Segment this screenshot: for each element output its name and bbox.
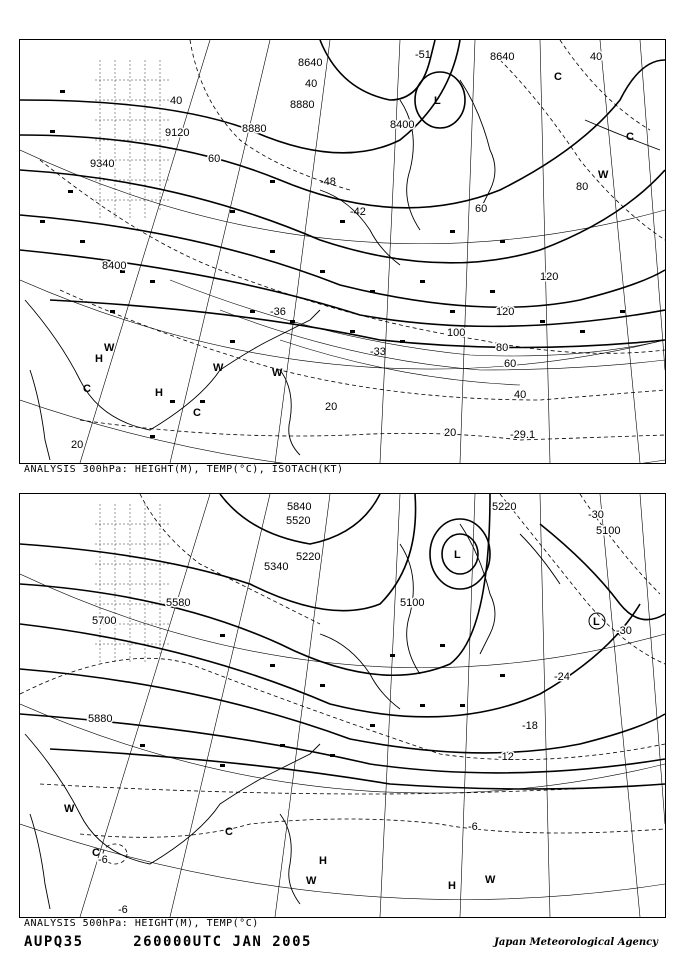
isotach-label: 40: [305, 78, 318, 90]
center-label: H: [319, 855, 327, 867]
chart-datetime: 260000UTC JAN 2005: [133, 934, 312, 950]
isotach-label: 60: [475, 203, 488, 215]
temp-label: -29.1: [510, 429, 536, 441]
chart-id-footer: [24, 934, 312, 950]
height-label: 9120: [165, 127, 190, 139]
plateau-hatch: [95, 504, 170, 664]
isotach-label: 40: [170, 95, 183, 107]
height-label: 8640: [490, 51, 515, 63]
height-label: 5100: [400, 597, 425, 609]
height-label: 5840: [287, 501, 312, 513]
agency-name: Japan Meteorological Agency: [494, 937, 658, 948]
center-label: L: [593, 616, 600, 628]
temp-label: -51: [415, 49, 431, 61]
temp-label: -42: [350, 206, 366, 218]
center-label: W: [306, 875, 317, 887]
map-300hpa: [20, 40, 665, 463]
center-label: C: [225, 826, 233, 838]
temp-label: -30: [616, 625, 632, 637]
temp-label: -6: [118, 904, 128, 916]
center-label: W: [104, 342, 115, 354]
center-label: H: [155, 387, 163, 399]
center-label: W: [272, 367, 283, 379]
chart-500hpa: [19, 493, 666, 918]
height-label: 5520: [286, 515, 311, 527]
isotach-label: 60: [208, 153, 221, 165]
plateau-hatch: [95, 60, 170, 220]
center-label: C: [92, 847, 100, 859]
height-label: 5220: [296, 551, 321, 563]
isotach-label: 100: [447, 327, 466, 339]
height-label: 5700: [92, 615, 117, 627]
isotach-label: 80: [496, 342, 509, 354]
chart-code: AUPQ35: [24, 934, 84, 950]
height-label: 5580: [166, 597, 191, 609]
chart-300hpa: [19, 39, 666, 464]
temp-label: -18: [522, 720, 538, 732]
center-label: W: [485, 874, 496, 886]
isotach-label: 120: [540, 271, 559, 283]
isotach-label: 20: [444, 427, 457, 439]
temp-label: -24: [554, 671, 570, 683]
height-contours: [20, 494, 665, 789]
center-label: C: [83, 383, 91, 395]
center-label: H: [448, 880, 456, 892]
center-label: L: [434, 95, 441, 107]
isotach-label: 60: [504, 358, 517, 370]
height-label: 8400: [102, 260, 127, 272]
height-label: 8640: [298, 57, 323, 69]
temp-label: -6: [98, 854, 108, 866]
temp-label: -30: [588, 509, 604, 521]
height-contours: [20, 40, 665, 348]
station-barbs: [140, 604, 505, 767]
isotach-label: 40: [514, 389, 527, 401]
isotach-label: 20: [325, 401, 338, 413]
temp-contours: [40, 40, 665, 440]
isotach-label: 120: [496, 306, 515, 318]
center-label: C: [554, 71, 562, 83]
isotach-label: 80: [576, 181, 589, 193]
height-label: 8880: [290, 99, 315, 111]
caption-500hpa: ANALYSIS 500hPa: HEIGHT(M), TEMP(°C): [24, 918, 259, 929]
temp-label: -48: [320, 176, 336, 188]
center-label: W: [598, 169, 609, 181]
center-label: W: [64, 803, 75, 815]
graticule: [20, 494, 665, 917]
height-label: 8400: [390, 119, 415, 131]
center-label: C: [626, 131, 634, 143]
temp-label: -12: [498, 751, 514, 763]
isotach-label: 40: [590, 51, 603, 63]
caption-300hpa: ANALYSIS 300hPa: HEIGHT(M), TEMP(°C), ISOTACH(KT): [24, 464, 344, 475]
height-label: 9340: [90, 158, 115, 170]
temp-label: -6: [468, 821, 478, 833]
center-label: C: [193, 407, 201, 419]
center-label: H: [95, 353, 103, 365]
height-label: 8880: [242, 123, 267, 135]
height-label: 5100: [596, 525, 621, 537]
isotach-label: 20: [71, 439, 84, 451]
center-label: W: [213, 362, 224, 374]
height-label: 5880: [88, 713, 113, 725]
center-label: L: [454, 549, 461, 561]
map-500hpa: [20, 494, 665, 917]
temp-label: -36: [270, 306, 286, 318]
height-label: 5340: [264, 561, 289, 573]
height-label: 5220: [492, 501, 517, 513]
temp-label: -33: [370, 346, 386, 358]
